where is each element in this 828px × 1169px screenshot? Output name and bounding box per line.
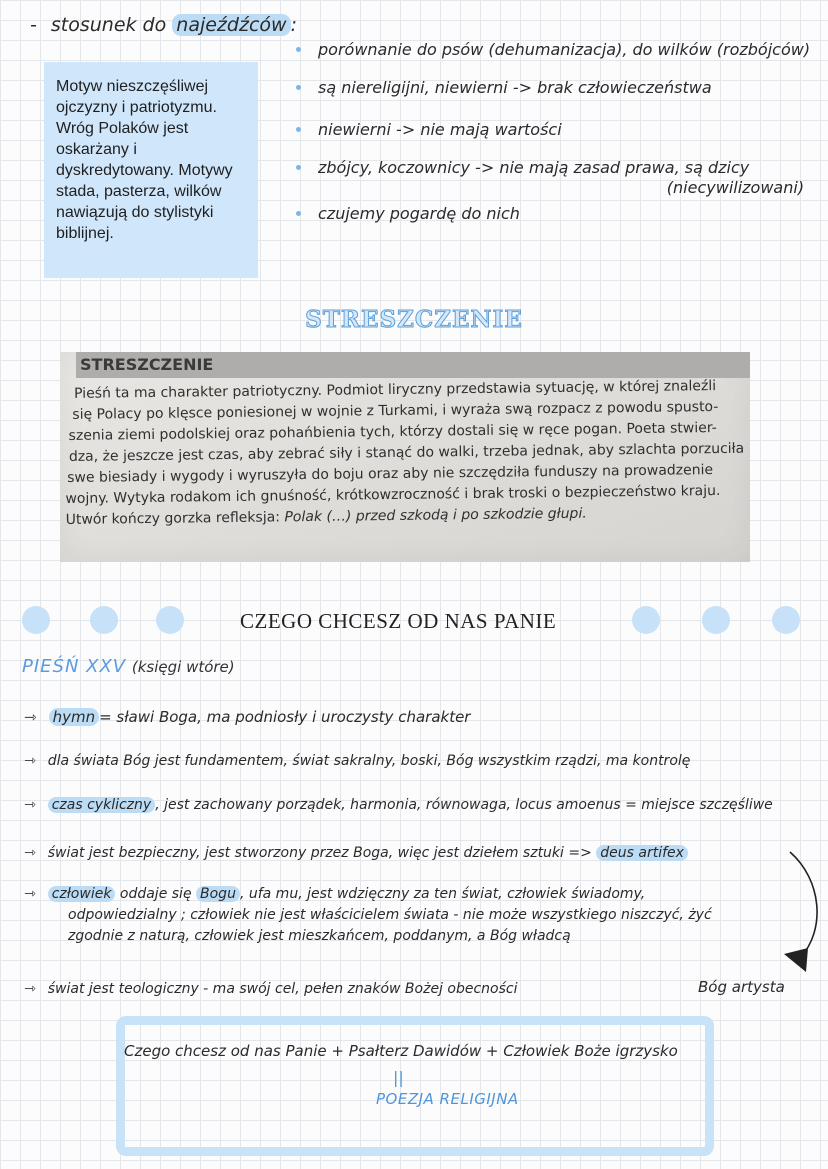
bullet-text: są niereligijni, niewierni -> brak człowieczeństwa <box>318 78 712 97</box>
note-text: świat jest bezpieczny, jest stworzony przez Boga, więc jest dziełem sztuki => <box>47 845 592 861</box>
summary-last-prefix: Utwór kończy gorzka refleksja: <box>65 509 281 528</box>
note-text: dla świata Bóg jest fundamentem, świat sakralny, boski, Bóg wszystkim rządzi, ma kontrolę <box>47 753 691 769</box>
heading-dash: - <box>30 14 37 36</box>
bullet-continuation: (niecywilizowani) <box>666 178 805 197</box>
note-highlight: hymn <box>49 708 100 726</box>
section-title: STRESZCZENIE <box>305 306 523 333</box>
song-book: (księgi wtóre) <box>131 658 235 676</box>
song-number: PIEŚŃ XXV <box>22 656 127 677</box>
heading-colon: : <box>290 14 297 36</box>
arrow-icon: ⇾ <box>24 886 36 902</box>
poem-title: CZEGO CHCESZ OD NAS PANIE <box>240 609 557 633</box>
bullet-text: zbójcy, koczownicy -> nie mają zasad prawa, są dzicy <box>318 158 750 177</box>
note-highlight-2: Bogu <box>196 886 240 902</box>
note-line-3: zgodnie z naturą, człowiek jest mieszkańcem, poddanym, a Bóg władcą <box>68 928 571 944</box>
note-line-2: odpowiedzialny ; człowiek nie jest właścicielem świata - nie może wszystkiego niszczyć, żyć <box>68 907 712 923</box>
summary-line: się Polacy po klęsce poniesionej w wojnie z Turkami, i wyraża swą rozpacz z powodu spusto- <box>72 399 719 423</box>
summary-line: dza, że jeszcze jest czas, aby zebrać siły i stanąć do walki, trzeba jednak, aby szlachta porzuciła <box>68 440 745 465</box>
heading-highlight: najeźdźców <box>172 14 290 36</box>
summary-line: wojny. Wytyka rodakom ich gnuśność, krótkowzroczność i brak troski o bezpieczeństwo kraju. <box>65 482 721 507</box>
note-text: oddaje się <box>119 886 192 902</box>
equals-sign: || <box>393 1068 404 1087</box>
arrow-icon: ⇾ <box>24 753 36 769</box>
poetry-label: POEZJA RELIGIJNA <box>376 1090 519 1108</box>
note-text: świat jest teologiczny - ma swój cel, pełen znaków Bożej obecności <box>47 981 518 997</box>
note-highlight-end: deus artifex <box>596 845 688 861</box>
arrow-icon: ⇾ <box>24 708 37 726</box>
summary-line: szenia ziemi podolskiej oraz pohańbienia tych, którzy dostali się w ręce pogan. Poeta stwier- <box>68 420 717 444</box>
arrow-icon: ⇾ <box>24 845 36 861</box>
bullet-text: czujemy pogardę do nich <box>318 204 520 223</box>
religious-poetry-box <box>116 1016 714 1156</box>
note-highlight: czas cykliczny <box>48 797 155 813</box>
arrow-icon: ⇾ <box>24 797 36 813</box>
summary-header: STRESZCZENIE <box>80 355 214 374</box>
summary-line: Pieśń ta ma charakter patriotyczny. Podmiot liryczny przedstawia sytuację, w której znaleźli <box>74 378 717 402</box>
note-text-2: , ufa mu, jest wdzięczny za ten świat, człowiek świadomy, <box>239 886 646 902</box>
note-highlight: człowiek <box>48 886 116 902</box>
summary-line: swe biesiady i wygody i wyruszyła do boju oraz aby nie szczędziła funduszy na prowadzenie <box>67 462 714 486</box>
note-text: , jest zachowany porządek, harmonia, równowaga, locus amoenus = miejsce szczęśliwe <box>155 797 773 813</box>
poetry-line: Czego chcesz od nas Panie + Psałterz Dawidów + Człowiek Boże igrzysko <box>124 1042 678 1060</box>
heading-prefix: stosunek do <box>50 14 167 36</box>
motif-text: Motyw nieszczęśliwej ojczyzny i patriotyzmu. Wróg Polaków jest oskarżany i dyskredytowany. Motywy stada, pasterza, wilków nawiązują do stylistyki biblijnej. <box>56 78 233 242</box>
bullet-text: niewierni -> nie mają wartości <box>318 120 562 139</box>
summary-quote: Polak (…) przed szkodą i po szkodzie głupi. <box>284 505 587 526</box>
arrow-icon: ⇾ <box>24 981 36 997</box>
bullet-text: porównanie do psów (dehumanizacja), do wilków (rozbójców) <box>318 40 811 59</box>
note-text: = sławi Boga, ma podniosły i uroczysty charakter <box>99 708 471 726</box>
side-note: Bóg artysta <box>698 978 785 996</box>
